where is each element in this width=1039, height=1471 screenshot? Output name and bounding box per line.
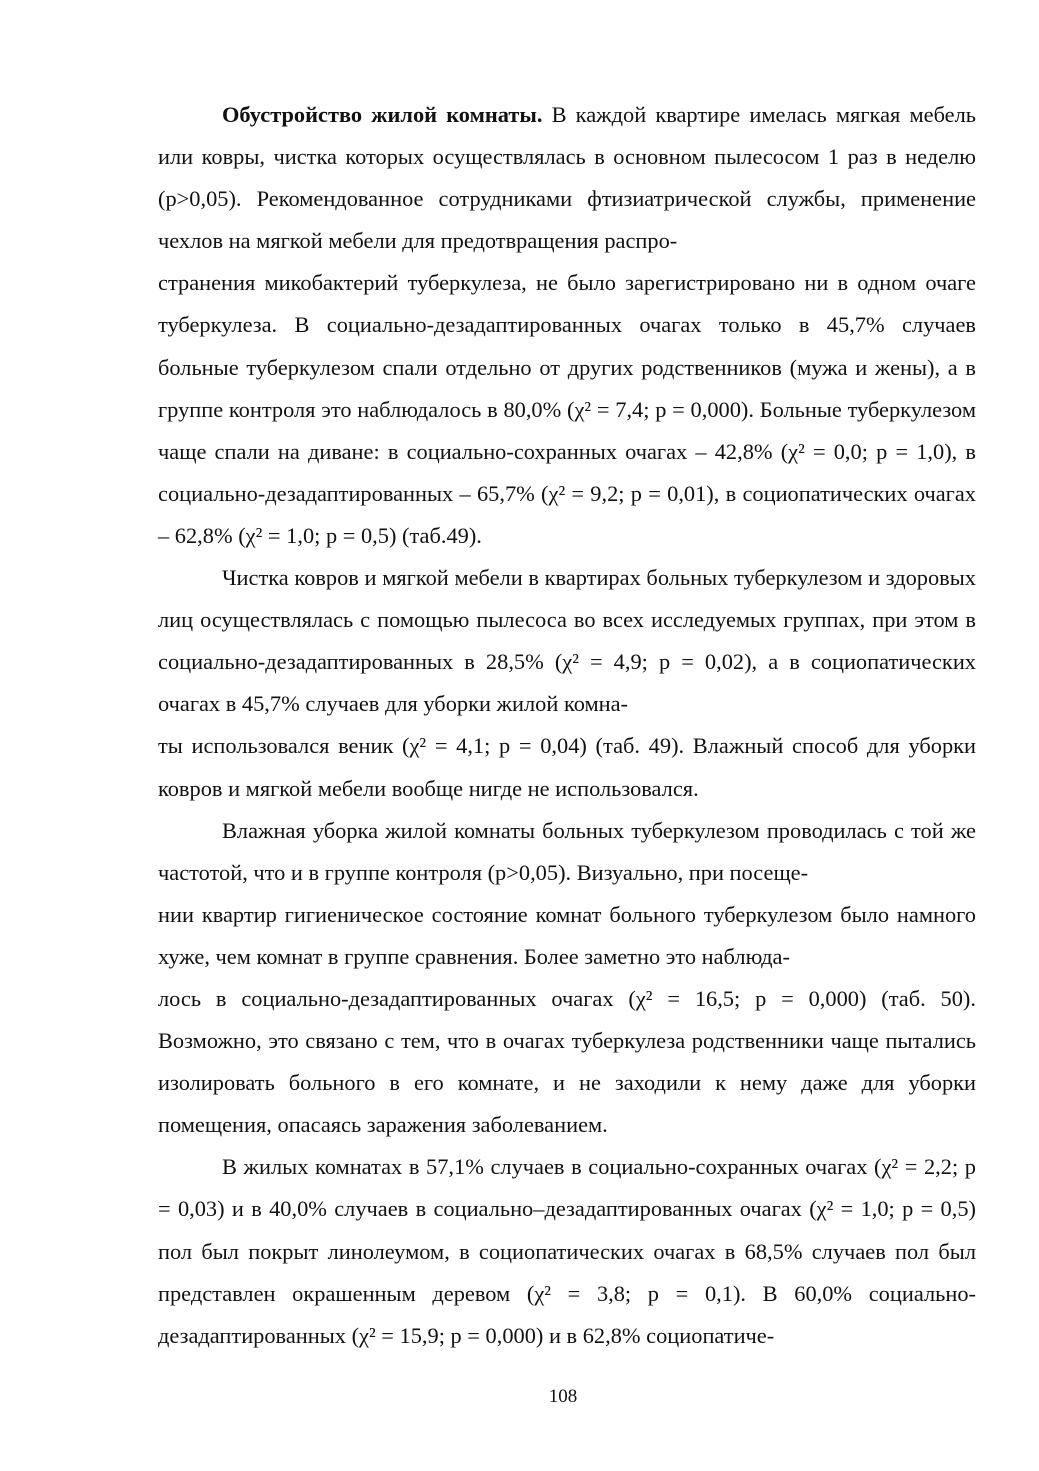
paragraph-text: В жилых комнатах в 57,1% случаев в социально-сохранных очагах (χ² = 2,2; р = 0,03) и в 40,0% случаев в социально–дезадаптированных очагах (χ² = 1,0; р = 0,5) пол был покрыт линолеумом, в социопатических очагах в 68,5% случаев пол был представлен окрашенным деревом (χ² = 3,8; р = 0,1). В 60,0% социально-дезадаптированных (χ² = 15,9; р = 0,000) и в 62,8% социопатиче- <box>158 1154 976 1348</box>
paragraph-wet-cleaning <box>158 810 976 1147</box>
paragraph-furnishing <box>158 94 976 557</box>
paragraph-carpet-cleaning <box>158 557 976 810</box>
section-heading: Обустройство жилой комнаты. <box>222 102 543 127</box>
body-text <box>158 94 976 1357</box>
paragraph-text: Чистка ковров и мягкой мебели в квартирах больных туберкулезом и здоровых лиц осуществлялась с помощью пылесоса во всех исследуемых группах, при этом в социально-дезадаптированных в 28,5% (χ² = 4,9; р = 0,02), а в социопатических очагах в 45,7% случаев для уборки жилой комна- ты использовался веник (χ² = 4,1; р = 0,04) (таб. 49). Влажный способ для уборки ковров и мягкой мебели вообще нигде не использовался. <box>158 565 976 801</box>
paragraph-text: Влажная уборка жилой комнаты больных туберкулезом проводилась с той же частотой, что и в группе контроля (р>0,05). Визуально, при посеще- нии квартир гигиеническое состояние комнат больного туберкулезом было намного хуже, чем комнат в группе сравнения. Более заметно это наблюда- лось в социально-дезадаптированных очагах (χ² = 16,5; р = 0,000) (таб. 50). Возможно, это связано с тем, что в очагах туберкулеза родственники чаще пытались изолировать больного в его комнате, и не заходили к нему даже для уборки помещения, опасаясь заражения заболеванием. <box>158 817 976 1138</box>
paragraph-text: В каждой квартире имелась мягкая мебель или ковры, чистка которых осуществлялась в основном пылесосом 1 раз в неделю (р>0,05). Рекомендованное сотрудниками фтизиатрической службы, применение чехлов на мягкой мебели для предотвращения распро- странения микобактерий туберкулеза, не было зарегистрировано ни в одном очаге туберкулеза. В социально-дезадаптированных очагах только в 45,7% случаев больные туберкулезом спали отдельно от других родственников (мужа и жены), а в группе контроля это наблюдалось в 80,0% (χ² = 7,4; р = 0,000). Больные туберкулезом чаще спали на диване: в социально-сохранных очагах – 42,8% (χ² = 0,0; р = 1,0), в социально-дезадаптированных – 65,7% (χ² = 9,2; р = 0,01), в социопатических очагах – 62,8% (χ² = 1,0; р = 0,5) (таб.49). <box>158 102 976 548</box>
paragraph-floor-covering <box>158 1146 976 1356</box>
page-number: 108 <box>548 1386 578 1407</box>
